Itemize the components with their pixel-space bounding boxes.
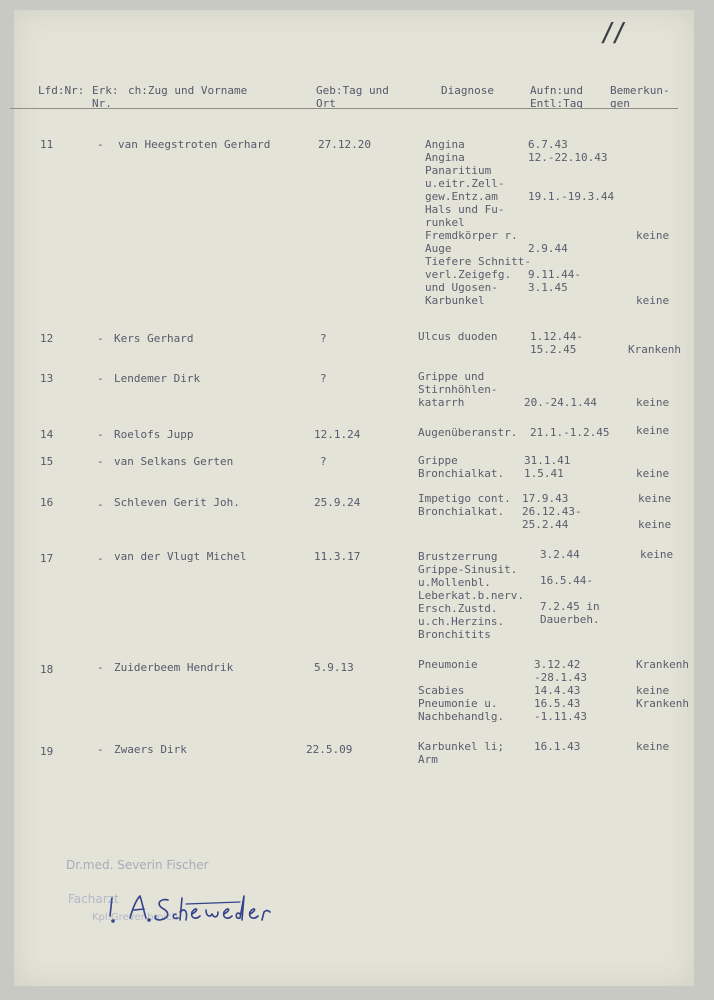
row-dash: -: [97, 138, 104, 151]
row-dash: -: [97, 498, 104, 511]
row-name: Schleven Gerit Joh.: [114, 496, 240, 509]
row-geb: 12.1.24: [314, 428, 361, 441]
row-dash: -: [97, 428, 104, 441]
row-geb: 25.9.24: [314, 496, 361, 509]
stamp-line-2: Facharzt: [68, 892, 119, 906]
row-dash: -: [97, 372, 104, 385]
row-name: van der Vlugt Michel: [114, 550, 247, 563]
row-name: Lendemer Dirk: [114, 372, 201, 385]
row-diagnose: Brustzerrung Grippe-Sinusit. u.Mollenbl. Leberkat.b.nerv. Ersch.Zustd. u.ch.Herzins. Bronchitits: [418, 550, 524, 641]
row-name: Zwaers Dirk: [114, 743, 187, 756]
row-diagnose: Grippe und Stirnhöhlen- katarrh: [418, 370, 498, 409]
header-aufn: Aufn:und Entl:Tag: [530, 84, 583, 110]
row-geb: 22.5.09: [306, 743, 353, 756]
row-diagnose: Impetigo cont. Bronchialkat.: [418, 492, 511, 518]
row-dates: 31.1.41 1.5.41: [524, 454, 571, 480]
row-diagnose: Ulcus duoden: [418, 330, 498, 343]
row-nr: 19: [40, 745, 54, 758]
row-nr: 12: [40, 332, 54, 345]
row-bemerk: keine: [636, 396, 670, 409]
row-dates: 3.12.42 -28.1.43 14.4.43 16.5.43 -1.11.43: [534, 658, 587, 723]
row-dates: 1.12.44- 15.2.45: [530, 330, 583, 356]
row-dates: 17.9.43 26.12.43- 25.2.44: [522, 492, 582, 531]
header-rule: [10, 108, 678, 109]
row-bemerk: keine: [636, 424, 670, 437]
row-dash: -: [97, 661, 104, 674]
row-geb: ?: [320, 372, 327, 385]
row-geb: 11.3.17: [314, 550, 361, 563]
row-bemerk: keine: [636, 467, 670, 480]
row-nr: 17: [40, 552, 54, 565]
row-name: Kers Gerhard: [114, 332, 194, 345]
header-erk-nr: Erk: Nr.: [92, 84, 119, 110]
row-diagnose: Grippe Bronchialkat.: [418, 454, 505, 480]
row-nr: 14: [40, 428, 54, 441]
header-diagnose: Diagnose: [441, 84, 494, 97]
row-dates: 16.1.43: [534, 740, 581, 753]
row-geb: 5.9.13: [314, 661, 354, 674]
header-name: ch:Zug und Vorname: [128, 84, 248, 97]
row-bemerk: keine: [640, 548, 674, 561]
stamp-line-3: Kpl.Grevenbroich: [92, 912, 179, 923]
row-name: van Heegstroten Gerhard: [118, 138, 271, 151]
row-diagnose: Angina Angina Panaritium u.eitr.Zell- gew.Entz.am Hals und Fu- runkel Fremdkörper r. Auge Tiefere Schnitt- verl.Zeigefg. und Ugosen- Karbunkel: [425, 138, 531, 307]
row-dates: 20.-24.1.44: [524, 396, 597, 409]
row-bemerk: keine keine: [638, 492, 672, 531]
row-nr: 15: [40, 455, 54, 468]
row-diagnose: Karbunkel li; Arm: [418, 740, 505, 766]
row-bemerk: Krankenh keine Krankenh: [636, 658, 689, 710]
row-dash: -: [97, 455, 104, 468]
row-geb: 27.12.20: [318, 138, 371, 151]
row-dash: -: [97, 552, 104, 565]
doctor-stamp: Dr.med. Severin Fischer: [66, 858, 209, 872]
row-geb: ?: [320, 455, 327, 468]
row-bemerk: keine: [636, 740, 670, 753]
row-name: van Selkans Gerten: [114, 455, 234, 468]
row-name: Roelofs Jupp: [114, 428, 194, 441]
row-geb: ?: [320, 332, 327, 345]
row-dash: -: [97, 332, 104, 345]
row-dash: -: [97, 743, 104, 756]
row-nr: 11: [40, 138, 54, 151]
row-name: Zuiderbeem Hendrik: [114, 661, 234, 674]
row-bemerk: keine keine: [636, 229, 670, 307]
top-mark: //: [600, 18, 624, 48]
row-nr: 18: [40, 663, 54, 676]
signature-image: [90, 880, 280, 940]
row-diagnose: Pneumonie Scabies Pneumonie u. Nachbehandlg.: [418, 658, 505, 723]
row-dates: 3.2.44 16.5.44- 7.2.45 in Dauerbeh.: [540, 548, 600, 626]
row-dates: 6.7.43 12.-22.10.43 19.1.-19.3.44 2.9.44 9.11.44- 3.1.45: [528, 138, 615, 294]
row-dates: 21.1.-1.2.45: [530, 426, 610, 439]
header-lfd-nr: Lfd:Nr:: [38, 84, 85, 97]
row-diagnose: Augenüberanstr.: [418, 426, 518, 439]
header-bemerk: Bemerkun- gen: [610, 84, 670, 110]
row-nr: 16: [40, 496, 54, 509]
row-nr: 13: [40, 372, 54, 385]
header-geb: Geb:Tag und Ort: [316, 84, 389, 110]
row-bemerk: Krankenh: [628, 343, 681, 356]
